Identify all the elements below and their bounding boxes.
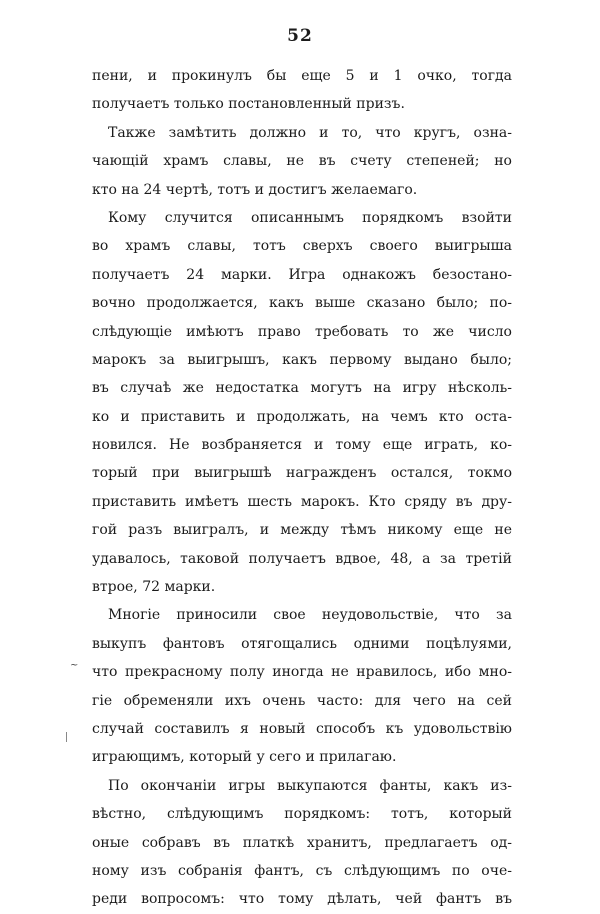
text-line: удавалось, таковой получаетъ вдвое, 48, а за третій	[92, 550, 512, 567]
text-line: выкупъ фантовъ отягощались одними поцѣлуями,	[92, 635, 512, 652]
text-line: кто на 24 чертѣ, тотъ и достигъ желаемаго.	[92, 181, 418, 198]
page-number: 52	[287, 26, 313, 46]
text-line: получаетъ 24 марки. Игра однакожъ безостано-	[92, 266, 512, 283]
text-line: вочно продолжается, какъ выше сказано было; по-	[92, 295, 512, 312]
text-line: гой разъ выигралъ, и между тѣмъ никому еще не	[92, 522, 512, 539]
text-line: марокъ за выигрышъ, какъ первому выдано было;	[92, 351, 512, 368]
text-line: во храмъ славы, тотъ сверхъ своего выигрыша	[92, 238, 512, 255]
text-line: ко и приставить и продолжать, на чемъ кто оста-	[92, 408, 512, 425]
text-line: чающій храмъ славы, не въ счету степеней; но	[92, 153, 512, 170]
text-line: Многіе приносили свое неудовольствіе, что за	[108, 607, 512, 624]
body-text	[92, 62, 512, 914]
text-line: оные собравъ въ платкѣ хранитъ, предлагаетъ од-	[92, 834, 512, 851]
text-line: Также замѣтить должно и то, что кругъ, озна-	[108, 124, 512, 141]
text-line: торый при выигрышѣ награжденъ остался, токмо	[92, 465, 512, 482]
text-line: вѣстно, слѣдующимъ порядкомъ: тотъ, который	[92, 806, 512, 823]
text-line: въ случаѣ же недостатка могутъ на игру нѣсколь-	[92, 380, 512, 397]
text-line: приставить имѣетъ шесть марокъ. Кто сряду въ дру-	[92, 493, 512, 510]
margin-mark: ~	[70, 660, 79, 671]
text-line: Кому случится описаннымъ порядкомъ взойти	[108, 209, 512, 226]
text-line: слѣдующіе имѣютъ право требовать то же число	[92, 323, 512, 340]
text-line: ному изъ собранія фантъ, съ слѣдующимъ по оче-	[92, 862, 512, 879]
text-line: гіе обременяли ихъ очень часто: для чего на сей	[92, 692, 512, 709]
text-line: играющимъ, который у сего и прилагаю.	[92, 749, 397, 766]
text-line: новился. Не возбраняется и тому еще играть, ко-	[92, 437, 512, 454]
text-line: пени, и прокинулъ бы еще 5 и 1 очко, тогда	[92, 68, 512, 84]
text-line: случай составилъ я новый способъ къ удовольствію	[92, 720, 512, 737]
text-line: втрое, 72 марки.	[92, 579, 216, 596]
text-line: что прекрасному полу иногда не нравилось, ибо мно-	[92, 664, 512, 681]
text-line: получаетъ только постановленный призъ.	[92, 96, 405, 113]
page-edge-mark	[66, 732, 67, 742]
text-line: По окончаніи игры выкупаются фанты, какъ из-	[108, 777, 512, 794]
text-line: реди вопросомъ: что тому дѣлать, чей фантъ въ	[92, 891, 512, 908]
